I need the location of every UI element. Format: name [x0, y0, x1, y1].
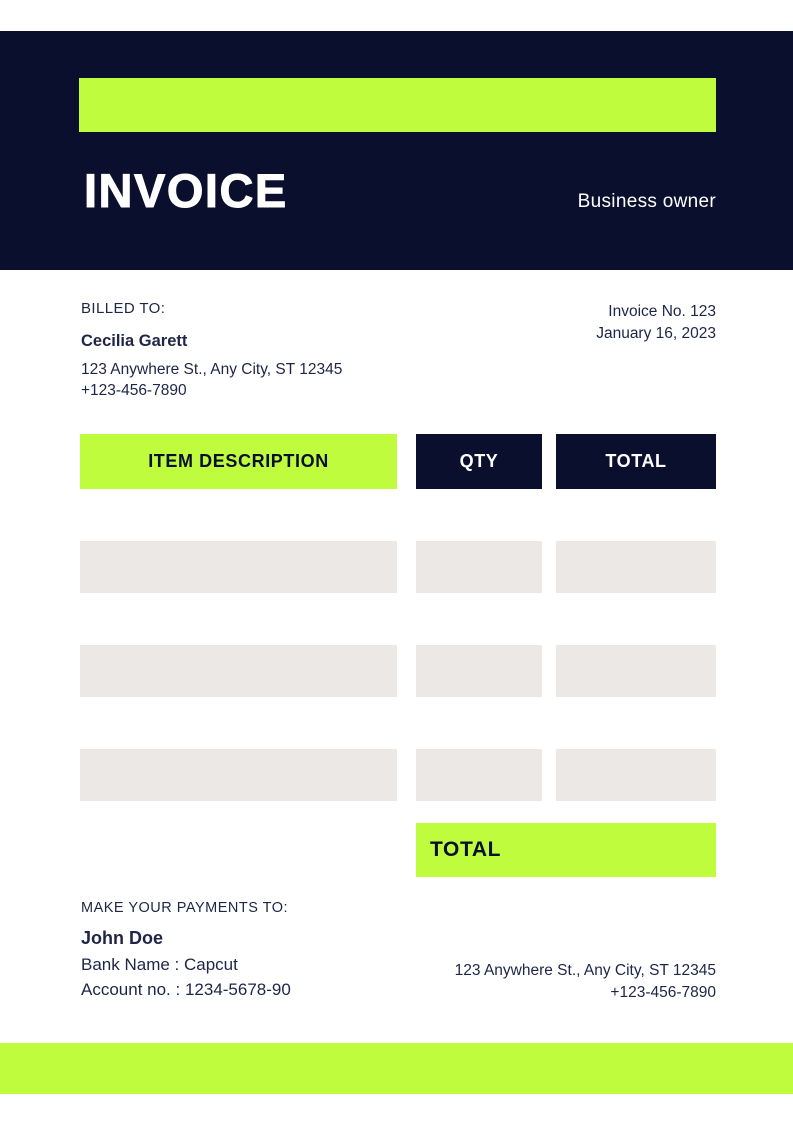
billed-to-label: BILLED TO: — [81, 300, 166, 317]
row-cell-qty — [416, 541, 542, 593]
row-cell-total — [556, 749, 716, 801]
table-header-item-description: ITEM DESCRIPTION — [80, 434, 397, 489]
row-cell-description — [80, 541, 397, 593]
row-cell-description — [80, 749, 397, 801]
invoice-date: January 16, 2023 — [596, 325, 716, 342]
row-cell-total — [556, 645, 716, 697]
table-header-qty: QTY — [416, 434, 542, 489]
account-number: Account no. : 1234-5678-90 — [81, 980, 291, 999]
header-accent-bar — [79, 78, 716, 132]
bank-name: Bank Name : Capcut — [81, 955, 238, 974]
grand-total-bar — [416, 823, 716, 877]
invoice-number: Invoice No. 123 — [608, 303, 716, 320]
table-header-total: TOTAL — [556, 434, 716, 489]
footer-accent-bar — [0, 1043, 793, 1094]
client-phone: +123-456-7890 — [81, 382, 187, 399]
row-cell-total — [556, 541, 716, 593]
page-title: INVOICE — [84, 164, 288, 217]
header-block — [0, 31, 793, 270]
payments-to-label: MAKE YOUR PAYMENTS TO: — [81, 900, 289, 916]
grand-total-label: TOTAL — [430, 838, 502, 861]
row-cell-description — [80, 645, 397, 697]
row-cell-qty — [416, 645, 542, 697]
sender-address: 123 Anywhere St., Any City, ST 12345 — [454, 962, 716, 979]
row-cell-qty — [416, 749, 542, 801]
client-name: Cecilia Garett — [81, 332, 188, 350]
sender-phone: +123-456-7890 — [610, 984, 716, 1001]
payee-name: John Doe — [81, 928, 164, 948]
business-owner-label: Business owner — [577, 191, 716, 212]
client-address: 123 Anywhere St., Any City, ST 12345 — [81, 361, 343, 378]
